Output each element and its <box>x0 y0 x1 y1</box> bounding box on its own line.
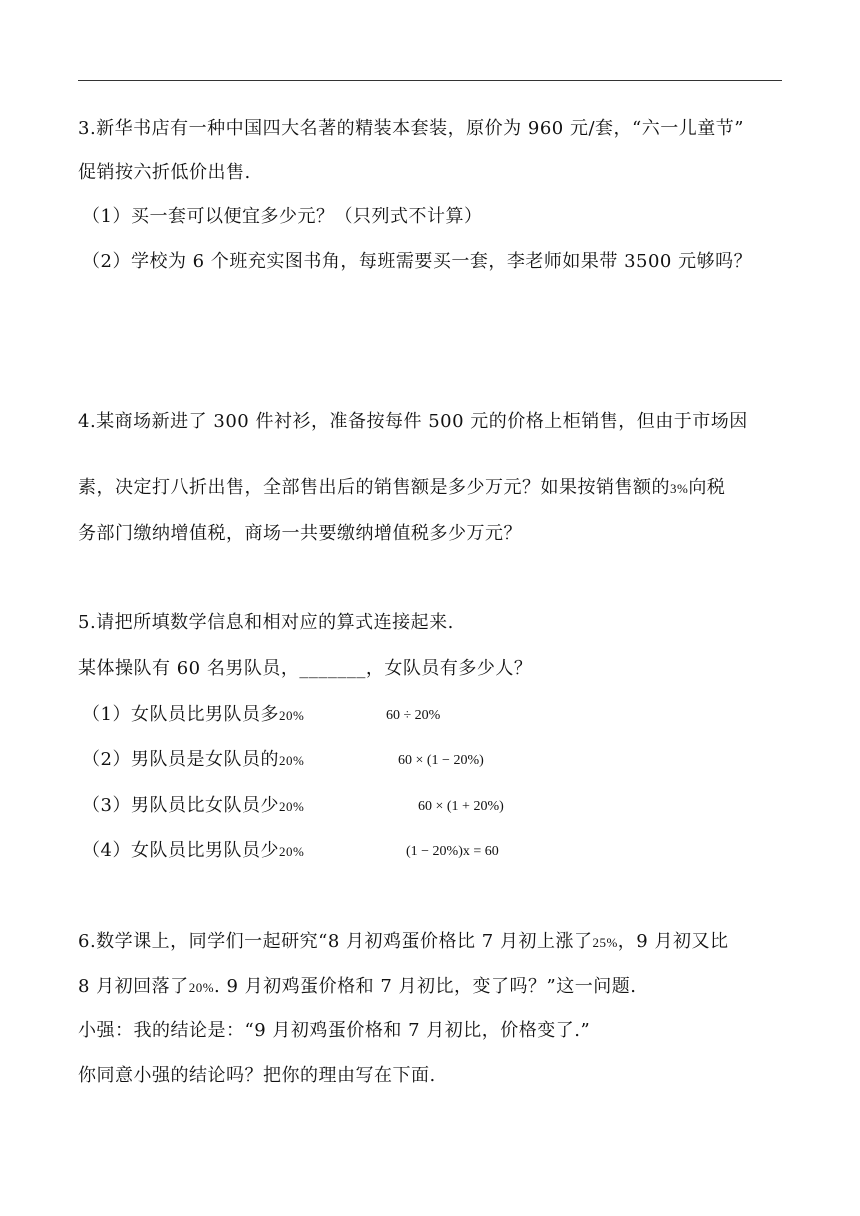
q6-line1-text-a: 6.数学课上，同学们一起研究“8 月初鸡蛋价格比 7 月初上涨了 <box>78 931 593 952</box>
q5-title: 5.请把所填数学信息和相对应的算式连接起来. <box>78 612 454 633</box>
q5-option-4-text: （4）女队员比男队员少 <box>82 840 279 861</box>
q3-line2: 促销按六折低价出售. <box>78 162 251 183</box>
q6-pct-25: 25% <box>592 935 618 950</box>
q6-line2-text-b: . 9 月初鸡蛋价格和 7 月初比，变了吗？”这一问题. <box>214 976 637 997</box>
q5-option-4 <box>82 839 304 864</box>
q4-line3: 务部门缴纳增值税，商场一共要缴纳增值税多少万元？ <box>78 523 522 544</box>
q5-formula-3: 60 × (1 + 20%) <box>418 799 504 814</box>
q5-option-4-pct: 20% <box>278 844 305 859</box>
q6-pct-20: 20% <box>188 980 215 995</box>
q6-line2-text-a: 8 月初回落了 <box>78 976 189 997</box>
q5-formula-1: 60 ÷ 20% <box>386 708 441 723</box>
q5-option-3-text: （3）男队员比女队员少 <box>82 795 279 816</box>
q5-option-3 <box>82 794 304 819</box>
q6-line3: 小强：我的结论是：“9 月初鸡蛋价格和 7 月初比，价格变了.” <box>78 1020 591 1041</box>
q6-line2 <box>78 975 636 1000</box>
q5-option-3-pct: 20% <box>278 799 305 814</box>
q3-sub2: （2）学校为 6 个班充实图书角，每班需要买一套，李老师如果带 3500 元够吗？ <box>82 251 753 272</box>
q5-option-1 <box>82 703 304 728</box>
q6-line1-text-b: ，9 月初又比 <box>617 931 729 952</box>
header-rule <box>78 80 782 81</box>
q5-option-2-text: （2）男队员是女队员的 <box>82 749 279 770</box>
q4-line2 <box>78 476 725 501</box>
q6-line1 <box>78 930 728 955</box>
q5-formula-2: 60 × (1 − 20%) <box>398 753 484 768</box>
q4-line2-text-a: 素，决定打八折出售，全部售出后的销售额是多少万元？如果按销售额的 <box>78 477 670 498</box>
q6-line4: 你同意小强的结论吗？把你的理由写在下面. <box>78 1065 436 1086</box>
q5-option-1-text: （1）女队员比男队员多 <box>82 704 279 725</box>
q4-line1: 4.某商场新进了 300 件衬衫，准备按每件 500 元的价格上柜销售，但由于市场因 <box>78 411 748 432</box>
q4-pct: 3% <box>670 481 689 496</box>
q5-option-2 <box>82 748 304 773</box>
q3-sub1: （1）买一套可以便宜多少元？（只列式不计算） <box>82 206 483 227</box>
q4-line2-text-b: 向税 <box>688 477 726 498</box>
q5-prompt: 某体操队有 60 名男队员，_______，女队员有多少人？ <box>78 658 533 679</box>
q3-line1: 3.新华书店有一种中国四大名著的精装本套装，原价为 960 元/套，“六一儿童节” <box>78 118 744 139</box>
q5-option-2-pct: 20% <box>278 753 305 768</box>
q5-option-1-pct: 20% <box>278 708 305 723</box>
q5-formula-4: (1 − 20%)x = 60 <box>406 844 499 859</box>
